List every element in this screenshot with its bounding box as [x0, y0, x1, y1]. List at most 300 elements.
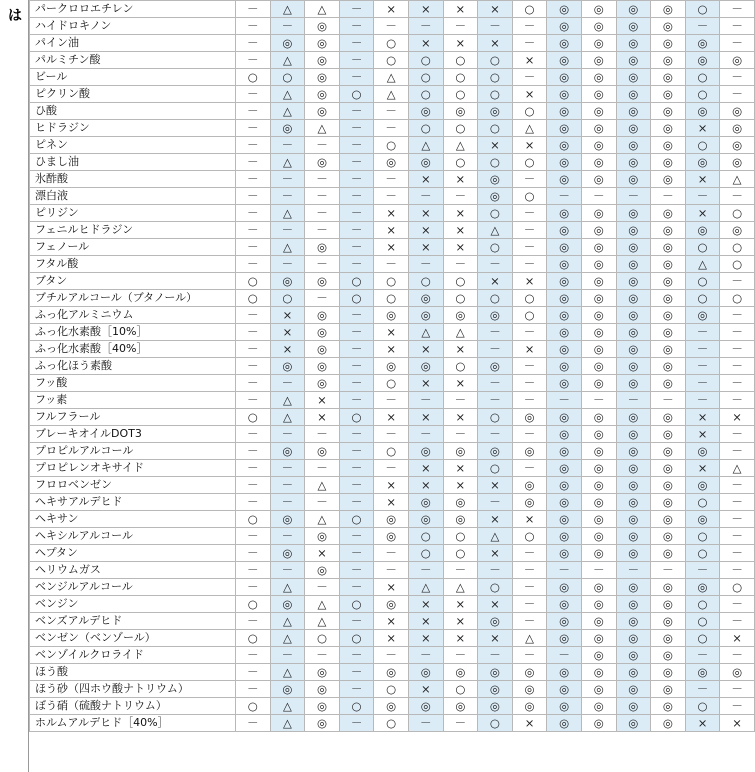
rating-cell: ◎ — [547, 460, 582, 477]
rating-cell: － — [512, 35, 547, 52]
rating-cell: ◎ — [305, 307, 340, 324]
rating-cell: ○ — [720, 256, 755, 273]
rating-cell: － — [270, 477, 305, 494]
rating-cell: ○ — [512, 290, 547, 307]
rating-cell: ○ — [685, 613, 720, 630]
rating-cell: ◎ — [616, 120, 651, 137]
rating-cell: － — [270, 137, 305, 154]
rating-cell: ◎ — [616, 1, 651, 18]
chemical-name: ヘプタン — [30, 545, 236, 562]
rating-cell: × — [408, 341, 443, 358]
rating-cell: ◎ — [305, 562, 340, 579]
rating-cell: ◎ — [581, 375, 616, 392]
rating-cell: △ — [270, 613, 305, 630]
rating-cell: － — [339, 103, 374, 120]
rating-cell: ◎ — [616, 528, 651, 545]
rating-cell: × — [443, 239, 478, 256]
rating-cell: － — [547, 562, 582, 579]
rating-cell: － — [270, 528, 305, 545]
rating-cell: ◎ — [651, 460, 686, 477]
rating-cell: ◎ — [547, 35, 582, 52]
rating-cell: ◎ — [581, 426, 616, 443]
rating-cell: △ — [512, 120, 547, 137]
rating-cell: － — [236, 222, 271, 239]
rating-cell: － — [339, 494, 374, 511]
rating-cell: △ — [478, 528, 513, 545]
rating-cell: ○ — [374, 137, 409, 154]
rating-cell: ◎ — [547, 494, 582, 511]
rating-cell: ◎ — [616, 613, 651, 630]
rating-cell: － — [581, 188, 616, 205]
rating-cell: × — [408, 171, 443, 188]
rating-cell: ◎ — [547, 120, 582, 137]
rating-cell: ◎ — [478, 664, 513, 681]
rating-cell: ◎ — [581, 103, 616, 120]
rating-cell: ◎ — [581, 1, 616, 18]
rating-cell: ○ — [408, 69, 443, 86]
rating-cell: － — [374, 647, 409, 664]
chemical-name: フロロベンゼン — [30, 477, 236, 494]
table-row — [30, 239, 755, 256]
chemical-name: フェニルヒドラジン — [30, 222, 236, 239]
rating-cell: ◎ — [305, 664, 340, 681]
rating-cell: △ — [443, 137, 478, 154]
rating-cell: ◎ — [616, 154, 651, 171]
rating-cell: △ — [408, 137, 443, 154]
rating-cell: － — [478, 341, 513, 358]
rating-cell: ◎ — [305, 698, 340, 715]
rating-cell: － — [339, 324, 374, 341]
rating-cell: ○ — [478, 290, 513, 307]
rating-cell: ◎ — [616, 579, 651, 596]
rating-cell: － — [720, 1, 755, 18]
rating-cell: ○ — [478, 460, 513, 477]
rating-cell: － — [685, 375, 720, 392]
rating-cell: ◎ — [616, 426, 651, 443]
rating-cell: － — [339, 392, 374, 409]
rating-cell: ○ — [478, 409, 513, 426]
rating-cell: ○ — [443, 69, 478, 86]
rating-cell: － — [236, 392, 271, 409]
rating-cell: ◎ — [305, 86, 340, 103]
rating-cell: － — [547, 188, 582, 205]
rating-cell: － — [408, 18, 443, 35]
rating-cell: ○ — [512, 103, 547, 120]
chemical-name: ヘキサン — [30, 511, 236, 528]
table-row — [30, 443, 755, 460]
rating-cell: ◎ — [581, 52, 616, 69]
rating-cell: ◎ — [305, 154, 340, 171]
rating-cell: ◎ — [581, 681, 616, 698]
chemical-name: ヘキシルアルコール — [30, 528, 236, 545]
rating-cell: ◎ — [547, 205, 582, 222]
rating-cell: － — [720, 341, 755, 358]
rating-cell: × — [305, 392, 340, 409]
rating-cell: ◎ — [720, 664, 755, 681]
rating-cell: － — [478, 256, 513, 273]
rating-cell: － — [720, 358, 755, 375]
rating-cell: － — [339, 52, 374, 69]
rating-cell: － — [270, 171, 305, 188]
rating-cell: － — [270, 18, 305, 35]
table-row — [30, 273, 755, 290]
table-row — [30, 188, 755, 205]
rating-cell: － — [651, 188, 686, 205]
rating-cell: ◎ — [547, 426, 582, 443]
rating-cell: － — [720, 375, 755, 392]
rating-cell: △ — [270, 1, 305, 18]
rating-cell: ○ — [685, 630, 720, 647]
rating-cell: ○ — [236, 290, 271, 307]
rating-cell: ◎ — [651, 307, 686, 324]
rating-cell: ◎ — [616, 715, 651, 732]
rating-cell: － — [685, 681, 720, 698]
rating-cell: ◎ — [374, 596, 409, 613]
rating-cell: － — [339, 120, 374, 137]
rating-cell: － — [408, 562, 443, 579]
rating-cell: ◎ — [270, 596, 305, 613]
rating-cell: － — [443, 715, 478, 732]
rating-cell: × — [374, 205, 409, 222]
rating-cell: ◎ — [581, 579, 616, 596]
rating-cell: － — [720, 511, 755, 528]
rating-cell: － — [581, 562, 616, 579]
rating-cell: ◎ — [547, 511, 582, 528]
rating-cell: － — [616, 392, 651, 409]
rating-cell: ◎ — [651, 358, 686, 375]
rating-cell: ○ — [512, 307, 547, 324]
rating-cell: － — [720, 613, 755, 630]
rating-cell: － — [339, 477, 374, 494]
rating-cell: × — [512, 273, 547, 290]
chemical-name: ベンジン — [30, 596, 236, 613]
rating-cell: － — [685, 647, 720, 664]
kana-index-column — [0, 0, 29, 772]
rating-cell: ◎ — [581, 477, 616, 494]
rating-cell: △ — [512, 630, 547, 647]
rating-cell: － — [374, 426, 409, 443]
rating-cell: ◎ — [478, 698, 513, 715]
chemical-name: フッ素 — [30, 392, 236, 409]
rating-cell: ◎ — [478, 171, 513, 188]
rating-cell: － — [478, 647, 513, 664]
rating-cell: × — [478, 596, 513, 613]
rating-cell: ◎ — [408, 494, 443, 511]
rating-cell: － — [236, 18, 271, 35]
rating-cell: ◎ — [547, 69, 582, 86]
rating-cell: △ — [270, 154, 305, 171]
rating-cell: △ — [270, 239, 305, 256]
rating-cell: － — [339, 69, 374, 86]
rating-cell: ○ — [685, 69, 720, 86]
rating-cell: ◎ — [270, 35, 305, 52]
rating-cell: － — [720, 443, 755, 460]
rating-cell: － — [270, 256, 305, 273]
rating-cell: ◎ — [616, 698, 651, 715]
rating-cell: ◎ — [305, 375, 340, 392]
rating-cell: ◎ — [305, 358, 340, 375]
rating-cell: － — [236, 460, 271, 477]
rating-cell: ◎ — [270, 358, 305, 375]
rating-cell: × — [408, 630, 443, 647]
chemical-name: ふっ化ほう素酸 — [30, 358, 236, 375]
table-row — [30, 307, 755, 324]
rating-cell: － — [651, 392, 686, 409]
rating-cell: ○ — [408, 273, 443, 290]
rating-cell: × — [512, 511, 547, 528]
rating-cell: × — [443, 375, 478, 392]
rating-cell: ○ — [512, 154, 547, 171]
rating-cell: ◎ — [616, 375, 651, 392]
rating-cell: ○ — [443, 154, 478, 171]
rating-cell: ◎ — [651, 579, 686, 596]
rating-cell: － — [512, 647, 547, 664]
rating-cell: － — [339, 188, 374, 205]
rating-cell: ◎ — [616, 341, 651, 358]
rating-cell: ○ — [339, 86, 374, 103]
rating-cell: ◎ — [581, 664, 616, 681]
rating-cell: ◎ — [685, 579, 720, 596]
rating-cell: ◎ — [512, 477, 547, 494]
rating-cell: ◎ — [616, 460, 651, 477]
rating-cell: ◎ — [651, 290, 686, 307]
rating-cell: － — [305, 188, 340, 205]
rating-cell: ◎ — [305, 715, 340, 732]
rating-cell: △ — [305, 596, 340, 613]
rating-cell: － — [720, 596, 755, 613]
chemical-name: ベンゼン（ベンゾール） — [30, 630, 236, 647]
rating-cell: ◎ — [720, 52, 755, 69]
rating-cell: △ — [720, 171, 755, 188]
rating-cell: － — [443, 256, 478, 273]
rating-cell: － — [685, 188, 720, 205]
rating-cell: ◎ — [616, 35, 651, 52]
rating-cell: － — [339, 681, 374, 698]
rating-cell: － — [339, 613, 374, 630]
rating-cell: － — [236, 426, 271, 443]
rating-cell: × — [478, 273, 513, 290]
rating-cell: ◎ — [651, 52, 686, 69]
rating-cell: ◎ — [581, 273, 616, 290]
rating-cell: ◎ — [651, 18, 686, 35]
rating-cell: － — [236, 341, 271, 358]
rating-cell: ◎ — [616, 681, 651, 698]
rating-cell: － — [236, 103, 271, 120]
rating-cell: × — [512, 86, 547, 103]
rating-cell: － — [236, 375, 271, 392]
rating-cell: ○ — [685, 494, 720, 511]
rating-cell: － — [685, 392, 720, 409]
rating-cell: － — [408, 647, 443, 664]
rating-cell: ○ — [374, 715, 409, 732]
rating-cell: － — [270, 426, 305, 443]
rating-cell: ◎ — [270, 511, 305, 528]
rating-cell: ○ — [374, 273, 409, 290]
rating-cell: ◎ — [547, 630, 582, 647]
rating-cell: ◎ — [616, 477, 651, 494]
rating-cell: × — [443, 630, 478, 647]
rating-cell: ◎ — [581, 341, 616, 358]
rating-cell: － — [478, 494, 513, 511]
rating-cell: － — [374, 18, 409, 35]
rating-cell: － — [236, 664, 271, 681]
rating-cell: × — [374, 630, 409, 647]
rating-cell: － — [443, 188, 478, 205]
rating-cell: ○ — [512, 528, 547, 545]
rating-cell: － — [512, 205, 547, 222]
rating-cell: ◎ — [478, 103, 513, 120]
rating-cell: ◎ — [651, 528, 686, 545]
rating-cell: × — [374, 613, 409, 630]
rating-cell: － — [478, 562, 513, 579]
chemical-name: プロピルアルコール — [30, 443, 236, 460]
table-row — [30, 341, 755, 358]
rating-cell: － — [512, 256, 547, 273]
rating-cell: － — [374, 103, 409, 120]
table-row — [30, 103, 755, 120]
rating-cell: ◎ — [616, 256, 651, 273]
rating-cell: ◎ — [374, 154, 409, 171]
table-row — [30, 664, 755, 681]
rating-cell: － — [236, 239, 271, 256]
rating-cell: ◎ — [651, 86, 686, 103]
chemical-name: ベンジルアルコール — [30, 579, 236, 596]
rating-cell: ◎ — [651, 222, 686, 239]
rating-cell: ◎ — [581, 154, 616, 171]
rating-cell: － — [236, 86, 271, 103]
rating-cell: ◎ — [616, 443, 651, 460]
rating-cell: ○ — [374, 52, 409, 69]
rating-cell: ○ — [685, 528, 720, 545]
rating-cell: ○ — [374, 290, 409, 307]
rating-cell: ◎ — [651, 630, 686, 647]
table-row — [30, 613, 755, 630]
rating-cell: － — [339, 528, 374, 545]
rating-cell: － — [305, 256, 340, 273]
chemical-name: フッ酸 — [30, 375, 236, 392]
rating-cell: － — [685, 324, 720, 341]
rating-cell: ◎ — [547, 171, 582, 188]
rating-cell: ◎ — [685, 443, 720, 460]
rating-cell: ◎ — [581, 256, 616, 273]
rating-cell: ◎ — [616, 69, 651, 86]
rating-cell: － — [339, 205, 374, 222]
table-row — [30, 358, 755, 375]
rating-cell: × — [374, 579, 409, 596]
rating-cell: ◎ — [547, 290, 582, 307]
rating-cell: － — [374, 171, 409, 188]
rating-cell: ◎ — [512, 443, 547, 460]
chemical-name: ベンゾイルクロライド — [30, 647, 236, 664]
rating-cell: － — [270, 647, 305, 664]
rating-cell: △ — [443, 324, 478, 341]
rating-cell: ◎ — [616, 358, 651, 375]
rating-cell: ◎ — [478, 188, 513, 205]
rating-cell: ○ — [685, 137, 720, 154]
rating-cell: △ — [270, 103, 305, 120]
chemical-name: ぼう硝（硫酸ナトリウム） — [30, 698, 236, 715]
rating-cell: ◎ — [685, 511, 720, 528]
rating-cell: － — [270, 375, 305, 392]
rating-cell: ◎ — [651, 273, 686, 290]
rating-cell: ○ — [478, 120, 513, 137]
rating-cell: ◎ — [305, 52, 340, 69]
rating-cell: × — [408, 239, 443, 256]
rating-cell: ◎ — [581, 18, 616, 35]
rating-cell: △ — [374, 86, 409, 103]
rating-cell: ◎ — [581, 613, 616, 630]
rating-cell: ◎ — [651, 256, 686, 273]
chemical-resistance-table — [29, 0, 755, 732]
rating-cell: × — [408, 409, 443, 426]
table-row — [30, 494, 755, 511]
rating-cell: ◎ — [651, 426, 686, 443]
chemical-name: ブレーキオイルDOT3 — [30, 426, 236, 443]
rating-cell: － — [305, 137, 340, 154]
rating-cell: － — [720, 307, 755, 324]
rating-cell: ◎ — [616, 18, 651, 35]
table-row — [30, 681, 755, 698]
rating-cell: × — [478, 630, 513, 647]
rating-cell: ◎ — [616, 273, 651, 290]
rating-cell: － — [443, 647, 478, 664]
rating-cell: × — [720, 715, 755, 732]
rating-cell: － — [339, 443, 374, 460]
rating-cell: － — [374, 188, 409, 205]
rating-cell: ○ — [374, 375, 409, 392]
rating-cell: － — [720, 392, 755, 409]
table-row — [30, 579, 755, 596]
rating-cell: ◎ — [547, 477, 582, 494]
rating-cell: △ — [374, 69, 409, 86]
rating-cell: － — [374, 562, 409, 579]
rating-cell: ○ — [478, 579, 513, 596]
rating-cell: ◎ — [651, 239, 686, 256]
rating-cell: ◎ — [547, 528, 582, 545]
rating-cell: △ — [305, 120, 340, 137]
rating-cell: ◎ — [581, 698, 616, 715]
rating-cell: △ — [270, 698, 305, 715]
rating-cell: － — [651, 562, 686, 579]
rating-cell: ◎ — [408, 307, 443, 324]
rating-cell: × — [685, 460, 720, 477]
rating-cell: － — [408, 392, 443, 409]
rating-cell: × — [270, 341, 305, 358]
table-row — [30, 528, 755, 545]
rating-cell: △ — [270, 409, 305, 426]
rating-cell: ◎ — [581, 307, 616, 324]
rating-cell: － — [236, 52, 271, 69]
rating-cell: ○ — [339, 290, 374, 307]
rating-cell: ◎ — [581, 137, 616, 154]
rating-cell: ◎ — [478, 681, 513, 698]
rating-cell: ◎ — [651, 664, 686, 681]
rating-cell: × — [408, 35, 443, 52]
rating-cell: ○ — [720, 239, 755, 256]
rating-cell: － — [270, 222, 305, 239]
table-row — [30, 86, 755, 103]
rating-cell: × — [305, 545, 340, 562]
rating-cell: ◎ — [547, 375, 582, 392]
rating-cell: × — [374, 1, 409, 18]
rating-cell: － — [236, 562, 271, 579]
rating-cell: ◎ — [443, 443, 478, 460]
rating-cell: ◎ — [616, 324, 651, 341]
rating-cell: ◎ — [616, 103, 651, 120]
rating-cell: ◎ — [547, 409, 582, 426]
rating-cell: × — [443, 205, 478, 222]
rating-cell: ◎ — [547, 443, 582, 460]
